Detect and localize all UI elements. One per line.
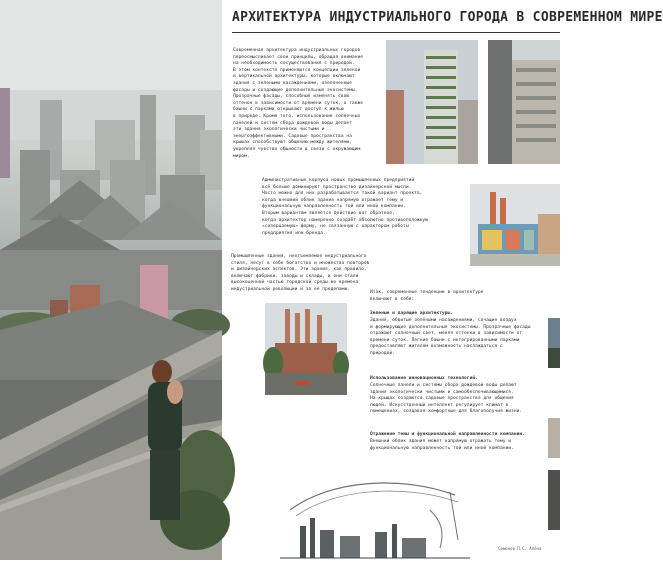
photo-green-tower [386, 40, 478, 164]
photo-colorful-factory [470, 184, 560, 266]
trend-1-text: Здания, обвитые зелёными насаждениями, сочащие воздух и формирующие дополнительные экосистемы. Прозрачные фасады отражают солнечный свет, меняя оттенки в зависимости от времени суток. Легкие башни с интегрированными парками предоставляют жителям возможность наслаждаться с природой. [370, 318, 531, 356]
photo-green-tower-art [386, 40, 478, 164]
photo-power-station-art [265, 303, 347, 395]
trend-3-heading: Отражение темы и функциональной направленности компании. [370, 432, 525, 437]
photo-colorful-factory-art [470, 184, 560, 266]
trend-1-heading: Зеленые и парящие архитектуры. [370, 311, 453, 316]
industrial-paragraph: Промышленные здания, неотъемлемое индустриального стиля, несут в себе богатство и множество повторов и дизайнерских аспектов. Эти здания, как правило, включают фабрики, заводы и склады, и они стали высокоценной частью городской среды во времена индустриальной революции и за ее пределами. [231, 254, 370, 292]
photo-edge-1 [548, 318, 560, 368]
trend-2-heading: Использование инновационных технологий. [370, 376, 478, 381]
summary-paragraph: Итак, современные тенденции в архитектуре включают в себя: [370, 290, 484, 302]
photo-power-station [265, 303, 347, 395]
admin-paragraph: Административные корпуса новых промышленных предприятий всё больше доминируют пространство дизайнерской мысли. Часто можно для них разрабатывается такой вариант проекта, когда внешний облик здания напрямую отражает тему и функциональную направленность той или иной компании. Вторым вариантом является действие вот обратное, когда архитектор намеренно создаёт абсолютно противоположную «созерцаемую» форму, не связанную с характером работы предприятия или бренда. [262, 178, 428, 236]
photo-edge-2-art [548, 418, 560, 458]
industrial-sketch-art [280, 470, 470, 560]
photo-edge-3-art [548, 470, 560, 530]
collage-render [0, 0, 222, 560]
trend-2-text: Солнечные панели и системы сбора дождевой воды делают здания экологически чистыми и самообеспечивающимися. На крышах создаются садовые пространства для общения людей. Искусственный интеллект регулирует климат в помещениях, создавая комфортные для благополучия жизни. [370, 383, 523, 415]
title-rule [232, 32, 560, 33]
photo-edge-1-art [548, 318, 560, 368]
intro-paragraph: Современная архитектура индустриальных городов переосмысливает свои принципы, обращая внимание на необходимость сосуществования с природой. В этом контексте применяются концепции зеленой и вертикальной архитектуры, которые включают здания с зелеными насаждениями, озелененные фасады и создающие дополнительные экосистемы. Прозрачные фасады, способные изменять свою оттенок в зависимости от времени суток, а также башни с парками открывают доступ к жилью в природе. Кроме того, использование солнечных панелей и систем сбора дождевой воды делает эти здания экологически чистыми и энергоэффективными. Садовые пространства на крышах способствуют общению между жителями, укрепляя чувство общности в связи с окружающим миром. [233, 48, 363, 159]
photo-concrete-building [488, 40, 560, 164]
industrial-sketch [280, 470, 470, 560]
author-credit: Семенов П.С. Алёна [498, 546, 542, 551]
collage-artwork [0, 0, 222, 560]
trend-3-text: Внешний облик здания может напрямую отражать тему и функциональную направленность той или иной компании. [370, 439, 514, 451]
photo-edge-3 [548, 470, 560, 530]
photo-concrete-building-art [488, 40, 560, 164]
page-title: АРХИТЕКТУРА ИНДУСТРИАЛЬНОГО ГОРОДА В СОВРЕМЕННОМ МИРЕ [232, 10, 663, 25]
photo-edge-2 [548, 418, 560, 458]
